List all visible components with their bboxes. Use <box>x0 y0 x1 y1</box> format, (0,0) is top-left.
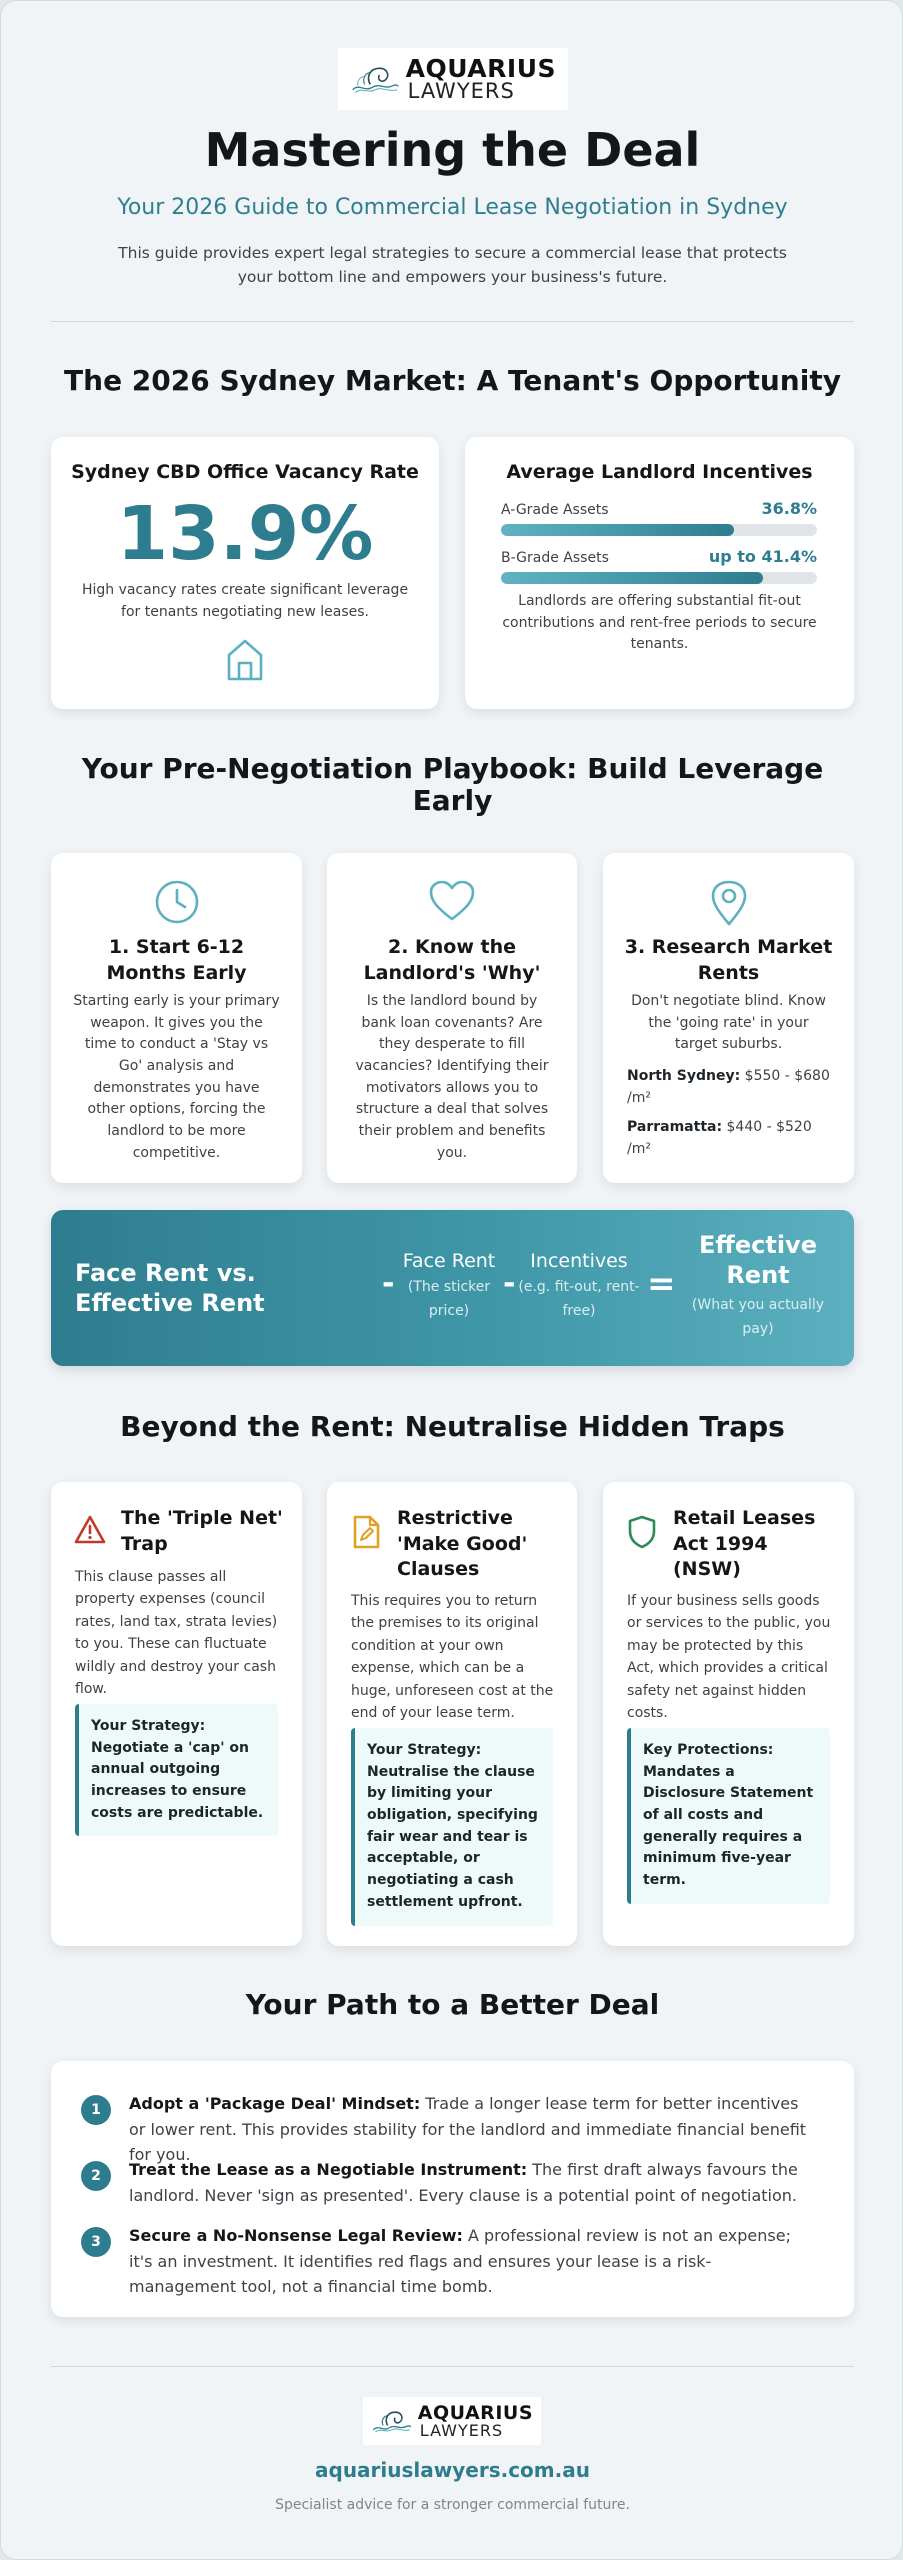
incentives-description: Landlords are offering substantial fit-out contributions and rent-free periods to secure tenants. <box>502 593 817 653</box>
playbook-card-title: 1. Start 6-12 Months Early <box>106 936 247 984</box>
playbook-card-title: 3. Research Market Rents <box>624 936 833 984</box>
wave-logo-icon <box>350 55 400 103</box>
footer-divider <box>51 2366 854 2367</box>
playbook-card-know-landlord <box>327 853 577 1183</box>
playbook-card-body: Starting early is your primary weapon. It gives you the time to conduct a 'Stay vs Go' analysis and demonstrates you have other options, forcing the landlord to be more competitive. <box>73 993 280 1161</box>
formula-face-rent <box>399 1250 499 1324</box>
term-label: Incentives <box>530 1250 628 1272</box>
vacancy-card-title: Sydney CBD Office Vacancy Rate <box>71 461 419 483</box>
formula-effective-rent <box>683 1230 833 1342</box>
formula-incentives <box>517 1250 641 1324</box>
step-text <box>129 2157 814 2208</box>
trap-card-title: Retail Leases Act 1994 (NSW) <box>673 1507 816 1581</box>
page-title: Mastering the Deal <box>204 123 701 177</box>
document-edit-icon <box>349 1514 383 1550</box>
vacancy-rate-value: 13.9% <box>116 491 374 577</box>
trap-card-triple-net <box>51 1482 302 1946</box>
bar-label: B-Grade Assets <box>501 550 609 566</box>
rent-range: $550 - $680 /m² <box>627 1068 830 1107</box>
home-icon <box>225 637 265 683</box>
effective-rent-formula-banner <box>51 1210 854 1366</box>
step-number: 2 <box>81 2161 111 2191</box>
warning-triangle-icon <box>73 1514 107 1546</box>
rent-area: North Sydney: <box>627 1068 741 1084</box>
footer-tagline: Specialist advice for a stronger commercial future. <box>275 2497 630 2513</box>
playbook-card-research-rents <box>603 853 854 1183</box>
progress-track <box>501 524 817 536</box>
traps-section-title: Beyond the Rent: Neutralise Hidden Traps <box>120 1410 785 1443</box>
footer-logo[interactable] <box>363 2397 541 2445</box>
step-description: Trade a longer lease term for better incentives or lower rent. This provides stability for the landlord and immediate financial benefit for you. <box>129 2094 807 2165</box>
logo-name-line1: AQUARIUS <box>417 2401 533 2424</box>
intro-text: This guide provides expert legal strategies to secure a commercial lease that protects your bottom line and empowers your business's future. <box>118 244 787 287</box>
logo-name-line1: AQUARIUS <box>405 54 556 83</box>
path-step-3 <box>81 2223 814 2300</box>
step-text <box>129 2223 814 2300</box>
rent-range: $440 - $520 /m² <box>627 1118 812 1158</box>
trap-card-body: This clause passes all property expenses (council rates, land tax, strata levies) to you. These can fluctuate wildly and destroy your cash flow. <box>75 1569 278 1697</box>
progress-fill <box>501 572 763 584</box>
page-subtitle: Your 2026 Guide to Commercial Lease Negotiation in Sydney <box>117 195 788 220</box>
trap-card-retail-leases-act <box>603 1482 854 1946</box>
landlord-incentives-card <box>465 437 854 709</box>
trap-card-body: This requires you to return the premises to its original condition at your own expense, which can be a huge, unforeseen cost at the end of your lease term. <box>351 1593 554 1721</box>
path-step-2 <box>81 2157 814 2208</box>
step-description: The first draft always favours the landlord. Never 'sign as presented'. Every clause is a potential point of negotiation. <box>129 2160 798 2205</box>
protections-callout: Key Protections: Mandates a Disclosure Statement of all costs and generally requires a minimum five-year term. <box>627 1728 830 1904</box>
trap-card-body: If your business sells goods or services to the public, you may be protected by this Act, which provides a critical safety net against hidden costs. <box>627 1593 831 1721</box>
company-logo[interactable] <box>338 48 568 110</box>
step-description: A professional review is not an expense; it's an investment. It identifies red flags and ensures your lease is a risk-management tool, not a financial time bomb. <box>129 2226 791 2297</box>
step-number: 3 <box>81 2227 111 2257</box>
logo-name-line2: LAWYERS <box>407 79 515 103</box>
progress-fill <box>501 524 734 536</box>
minus-operator: - <box>503 1266 516 1301</box>
bar-label: A-Grade Assets <box>501 502 609 518</box>
shield-icon <box>625 1514 659 1550</box>
step-lead: Treat the Lease as a Negotiable Instrument: <box>129 2160 528 2179</box>
market-section-title: The 2026 Sydney Market: A Tenant's Opportunity <box>64 364 841 397</box>
step-number: 1 <box>81 2095 111 2125</box>
heart-icon <box>428 879 476 923</box>
playbook-card-title: 2. Know the Landlord's 'Why' <box>363 936 541 984</box>
path-section-title: Your Path to a Better Deal <box>245 1988 660 2021</box>
trap-card-title: Restrictive 'Make Good' Clauses <box>397 1507 528 1581</box>
playbook-card-start-early <box>51 853 302 1183</box>
term-note: (What you actually pay) <box>691 1297 825 1337</box>
incentive-bar-a-grade <box>501 499 817 536</box>
wave-logo-icon <box>371 2402 412 2440</box>
market-rents-list <box>627 1065 832 1161</box>
header-divider <box>51 321 854 322</box>
vacancy-rate-card <box>51 437 439 709</box>
term-note: (e.g. fit-out, rent-free) <box>518 1279 640 1319</box>
step-lead: Secure a No-Nonsense Legal Review: <box>129 2226 463 2245</box>
term-label: Face Rent <box>402 1250 496 1272</box>
bar-value: up to 41.4% <box>708 547 817 566</box>
trap-card-make-good <box>327 1482 577 1946</box>
playbook-section-title: Your Pre-Negotiation Playbook: Build Leverage Early <box>81 752 824 818</box>
term-label: Effective Rent <box>699 1231 817 1289</box>
trap-card-title: The 'Triple Net' Trap <box>121 1507 283 1555</box>
progress-track <box>501 572 817 584</box>
logo-name-line2: LAWYERS <box>419 2420 504 2440</box>
path-steps-card <box>51 2061 854 2317</box>
formula-title: Face Rent vs. Effective Rent <box>75 1259 265 1317</box>
website-link[interactable]: aquariuslawyers.com.au <box>315 2458 590 2482</box>
term-note: (The sticker price) <box>407 1279 491 1319</box>
incentive-bar-b-grade <box>501 547 817 584</box>
playbook-card-body: Is the landlord bound by bank loan covenants? Are they desperate to fill vacancies? Identifying their motivators allows you to structure a deal that solves their problem and benefits you. <box>355 993 549 1161</box>
step-lead: Adopt a 'Package Deal' Mindset: <box>129 2094 421 2113</box>
equals-operator: = <box>647 1264 676 1304</box>
rent-area: Parramatta: <box>627 1118 723 1135</box>
playbook-card-body: Don't negotiate blind. Know the 'going rate' in your target suburbs. <box>631 993 826 1053</box>
minus-operator: - <box>382 1266 395 1301</box>
vacancy-description: High vacancy rates create significant leverage for tenants negotiating new leases. <box>81 582 409 620</box>
bar-value: 36.8% <box>761 499 817 518</box>
strategy-callout: Your Strategy: Neutralise the clause by limiting your obligation, specifying fair wear and tear is acceptable, or negotiating a cash settlement upfront. <box>351 1728 553 1926</box>
strategy-callout: Your Strategy: Negotiate a 'cap' on annual outgoing increases to ensure costs are predictable. <box>75 1704 278 1836</box>
rent-item-north-sydney <box>627 1065 832 1110</box>
map-pin-icon <box>709 879 749 927</box>
rent-item-parramatta <box>627 1116 832 1161</box>
clock-icon <box>154 879 200 925</box>
incentives-card-title: Average Landlord Incentives <box>506 461 813 483</box>
